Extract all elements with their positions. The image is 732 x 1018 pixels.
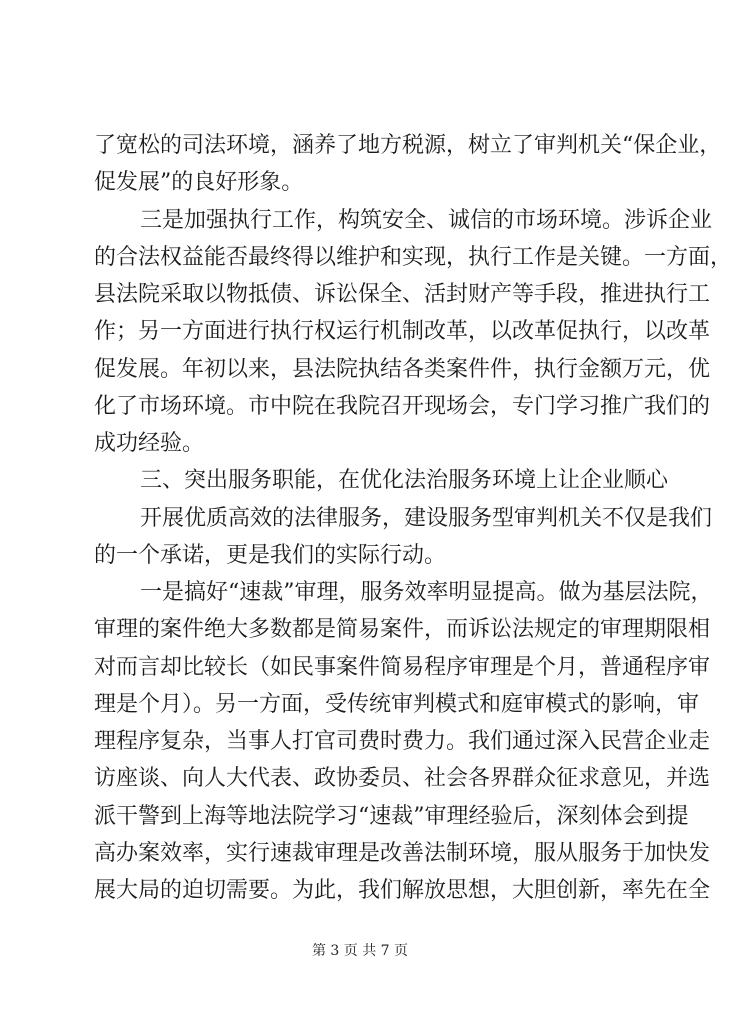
text-line: 展大局的迫切需要。为此，我们解放思想，大胆创新，率先在全 [94,878,711,903]
text-line: 促发展。年初以来，县法院执结各类案件件，执行金额万元，优 [94,357,711,382]
text-line: 促发展”的良好形象。 [94,170,304,195]
text-line: 作；另一方面进行执行权运行机制改革，以改革促执行，以改革 [94,319,711,344]
text-line: 了宽松的司法环境，涵养了地方税源，树立了审判机关“保企业， [94,133,722,158]
text-line: 三是加强执行工作，构筑安全、诚信的市场环境。涉诉企业 [140,208,713,233]
text-line: 的合法权益能否最终得以维护和实现，执行工作是关键。一方面， [94,245,732,270]
text-line: 派干警到上海等地法院学习“速裁”审理经验后，深刻体会到提 [94,804,689,829]
section-heading: 三、突出服务职能，在优化法治服务环境上让企业顺心 [140,468,669,493]
text-line: 对而言却比较长（如民事案件简易程序审理是个月，普通程序审 [94,655,711,680]
text-line: 开展优质高效的法律服务，建设服务型审判机关不仅是我们 [140,506,713,531]
text-line: 的一个承诺，更是我们的实际行动。 [94,543,447,568]
text-line: 理是个月）。另一方面，受传统审判模式和庭审模式的影响，审 [94,692,700,717]
text-line: 一是搞好“速裁”审理，服务效率明显提高。做为基层法院， [140,580,713,605]
page-number-footer: 第 3 页 共 7 页 [311,943,409,959]
text-line: 高办案效率，实行速裁审理是改善法制环境，服从服务于加快发 [94,841,711,866]
text-line: 访座谈、向人大代表、政协委员、社会各界群众征求意见，并选 [94,766,711,791]
text-line: 县法院采取以物抵债、诉讼保全、活封财产等手段，推进执行工 [94,282,711,307]
text-line: 成功经验。 [94,431,205,456]
text-line: 化了市场环境。市中院在我院召开现场会，专门学习推广我们的 [94,394,711,419]
text-line: 理程序复杂，当事人打官司费时费力。我们通过深入民营企业走 [94,729,711,754]
text-line: 审理的案件绝大多数都是简易案件，而诉讼法规定的审理期限相 [94,617,711,642]
